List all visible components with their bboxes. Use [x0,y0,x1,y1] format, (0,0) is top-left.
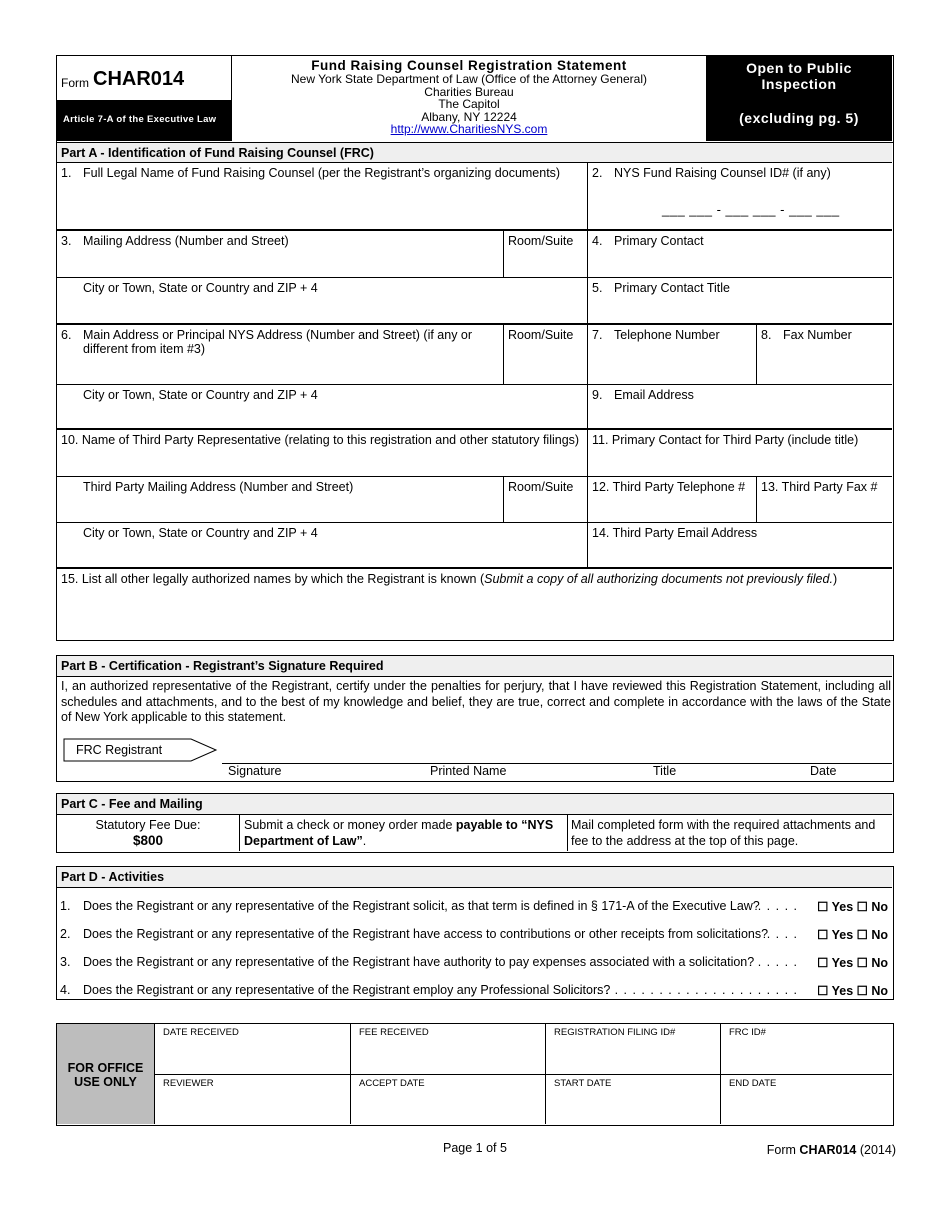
question-number: 1. [60,899,71,913]
excluding-note: (excluding pg. 5) [739,110,859,126]
field-city-2[interactable] [57,385,587,429]
field-11-third-party-contact[interactable] [588,430,892,476]
question-number: 3. [60,955,71,969]
field-13-label: 13. Third Party Fax # [761,480,878,494]
field-15-note: Submit a copy of all authorizing documents not previously filed. [484,572,833,586]
third-party-address-label: Third Party Mailing Address (Number and Street) [83,480,354,494]
fee-due [57,815,239,851]
field-1-full-legal-name[interactable] [57,163,587,229]
frc-registrant-arrow [63,738,218,762]
agency-block [232,58,706,142]
field-12-third-party-telephone[interactable] [588,477,756,522]
signature-line[interactable] [222,763,892,781]
office-frc-id[interactable]: FRC ID# [729,1027,766,1038]
field-10-third-party-name[interactable] [57,430,587,476]
part-c [56,793,894,853]
question-leader: . . . . . [757,899,798,913]
label-printed-name: Printed Name [430,764,507,778]
question-number: 2. [60,927,71,941]
office-use-label [57,1024,154,1124]
field-15-label: 15. List all other legally authorized names by which the Registrant is known ( [61,572,485,586]
footer-form-code-bold: CHAR014 [799,1143,857,1157]
certification-text: I, an authorized representative of the Registrant, certify under the penalties for perjury, that I have reviewed this Registration Statement, including all schedules and attachments, and to the best of my knowledge and belief, they are true, correct and complete in accordance with the laws of the State of New York applicable to this statement. [61,679,891,724]
office-label-line-1: FOR OFFICE [67,1061,144,1075]
office-use-table [56,1023,894,1126]
activity-question [60,927,890,945]
question-text: Does the Registrant or any representative of the Registrant have access to contributions or other receipts from solicitations? [83,927,769,941]
office-fee-received[interactable]: FEE RECEIVED [359,1027,429,1038]
field-8-number: 8. [761,328,772,342]
footer-form-code [700,1143,896,1157]
frc-registrant-label: FRC Registrant [76,743,163,757]
field-3-number: 3. [61,234,72,248]
field-6-number: 6. [61,328,72,342]
field-4-primary-contact[interactable] [588,231,892,278]
field-5-label: Primary Contact Title [614,281,731,295]
question-leader: . . . . . . . . . . . . . . . . . . . . . . . . . . . [560,983,798,997]
form-header [56,55,894,143]
fee-amount: $800 [132,833,164,848]
field-14-third-party-email[interactable] [588,523,892,568]
office-end-date[interactable]: END DATE [729,1078,777,1089]
question-leader: . . . . [766,927,798,941]
office-reviewer[interactable]: REVIEWER [163,1078,214,1089]
article-text: Article 7-A of the Executive Law [63,114,217,125]
field-9-label: Email Address [614,388,694,402]
field-room-suite-3[interactable] [504,477,587,522]
activity-question [60,955,890,973]
question-leader: . . . . . . . [739,955,798,969]
question-number: 4. [60,983,71,997]
label-signature: Signature [228,764,282,778]
footer-year: (2014) [856,1143,896,1157]
office-accept-date[interactable]: ACCEPT DATE [359,1078,425,1089]
room-suite-3-label: Room/Suite [508,480,574,494]
field-4-label: Primary Contact [614,234,704,248]
field-9-email[interactable] [588,385,892,429]
question-text: Does the Registrant or any representative of the Registrant solicit, as that term is defined in § 171-A of the Executive Law? [83,899,760,913]
field-room-suite-1[interactable] [504,231,587,278]
field-1-number: 1. [61,166,72,180]
field-13-third-party-fax[interactable] [757,477,892,522]
field-room-suite-2[interactable] [504,325,587,385]
field-8-label: Fax Number [783,328,852,342]
field-2-number: 2. [592,166,603,180]
field-6-main-address[interactable] [57,325,503,385]
part-b [56,655,894,782]
yes-no-checkboxes[interactable]: ☐ Yes ☐ No [817,956,888,970]
office-registration-filing-id[interactable]: REGISTRATION FILING ID# [554,1027,676,1038]
city-address: Albany, NY 12224 [421,109,517,124]
office-date-received[interactable]: DATE RECEIVED [163,1027,239,1038]
article-banner [57,100,232,141]
office-label-line-2: USE ONLY [74,1075,137,1089]
field-3-label: Mailing Address (Number and Street) [83,234,289,248]
field-7-telephone[interactable] [588,325,756,385]
field-4-number: 4. [592,234,603,248]
check-end: . [362,834,367,848]
building-name: The Capitol [438,97,500,111]
field-third-party-address[interactable] [57,477,503,522]
fee-label: Statutory Fee Due: [95,818,201,832]
public-line-2: Inspection [761,76,837,92]
form-code: CHAR014 [93,68,185,90]
room-suite-1-label: Room/Suite [508,234,574,248]
field-8-fax[interactable] [757,325,892,385]
part-a [56,143,894,641]
field-6-label: Main Address or Principal NYS Address (Number and Street) (if any or different from item #3) [83,328,473,356]
form-prefix: Form [61,76,89,90]
field-city-1[interactable] [57,278,587,324]
field-5-primary-contact-title[interactable] [588,278,892,324]
field-7-label: Telephone Number [614,328,720,342]
website-link[interactable]: http://www.CharitiesNYS.com [390,122,548,136]
check-payable: payable to “NYS Department of Law” [244,818,554,848]
field-10-label: 10. Name of Third Party Representative (relating to this registration and other statutory filings) [61,433,580,447]
page-number: Page 1 of 5 [443,1141,507,1155]
check-instructions [240,815,567,851]
field-9-number: 9. [592,388,603,402]
form-code-box [57,56,232,100]
check-text: Submit a check or money order made [244,818,456,832]
room-suite-2-label: Room/Suite [508,328,574,342]
yes-no-checkboxes[interactable]: ☐ Yes ☐ No [817,900,888,914]
field-14-label: 14. Third Party Email Address [592,526,758,540]
yes-no-checkboxes[interactable]: ☐ Yes ☐ No [817,928,888,942]
activity-question [60,899,890,917]
footer-form-prefix: Form [766,1143,800,1157]
city-2-label: City or Town, State or Country and ZIP + 4 [83,388,318,402]
bureau-name: Charities Bureau [424,84,514,99]
field-7-number: 7. [592,328,603,342]
part-c-title: Part C - Fee and Mailing [57,794,892,815]
field-5-number: 5. [592,281,603,295]
public-inspection-box [706,56,892,141]
office-start-date[interactable]: START DATE [554,1078,612,1089]
field-2-nys-id[interactable] [588,163,892,229]
city-3-label: City or Town, State or Country and ZIP + 4 [83,526,318,540]
yes-no-checkboxes[interactable]: ☐ Yes ☐ No [817,984,888,998]
form-title: Fund Raising Counsel Registration Statement [311,58,627,73]
activity-question [60,983,890,1001]
id-mask: ___ ___ - ___ ___ - ___ ___ [662,202,840,217]
field-city-3[interactable] [57,523,587,568]
field-3-mailing-address[interactable] [57,231,503,278]
mail-instructions: Mail completed form with the required attachments and fee to the address at the top of this page. [571,818,876,848]
field-12-label: 12. Third Party Telephone # [592,480,746,494]
part-d-title: Part D - Activities [57,867,892,888]
part-a-title: Part A - Identification of Fund Raising Counsel (FRC) [57,143,892,163]
field-11-label: 11. Primary Contact for Third Party (include title) [592,433,859,447]
field-2-label: NYS Fund Raising Counsel ID# (if any) [614,166,831,180]
field-15-end: ) [832,572,838,586]
label-date: Date [810,764,837,778]
field-1-label: Full Legal Name of Fund Raising Counsel (per the Registrant’s organizing documents) [83,166,561,180]
question-text: Does the Registrant or any representative of the Registrant employ any Professional Solicitors? [83,983,611,997]
question-text: Does the Registrant or any representative of the Registrant have authority to pay expenses associated with a solicitation? [83,955,755,969]
public-line-1: Open to Public [746,60,852,76]
city-1-label: City or Town, State or Country and ZIP + 4 [83,281,318,295]
label-title: Title [653,764,677,778]
field-15-other-names[interactable] [57,569,892,639]
agency-name: New York State Department of Law (Office of the Attorney General) [291,72,647,86]
part-b-title: Part B - Certification - Registrant’s Signature Required [57,656,892,677]
